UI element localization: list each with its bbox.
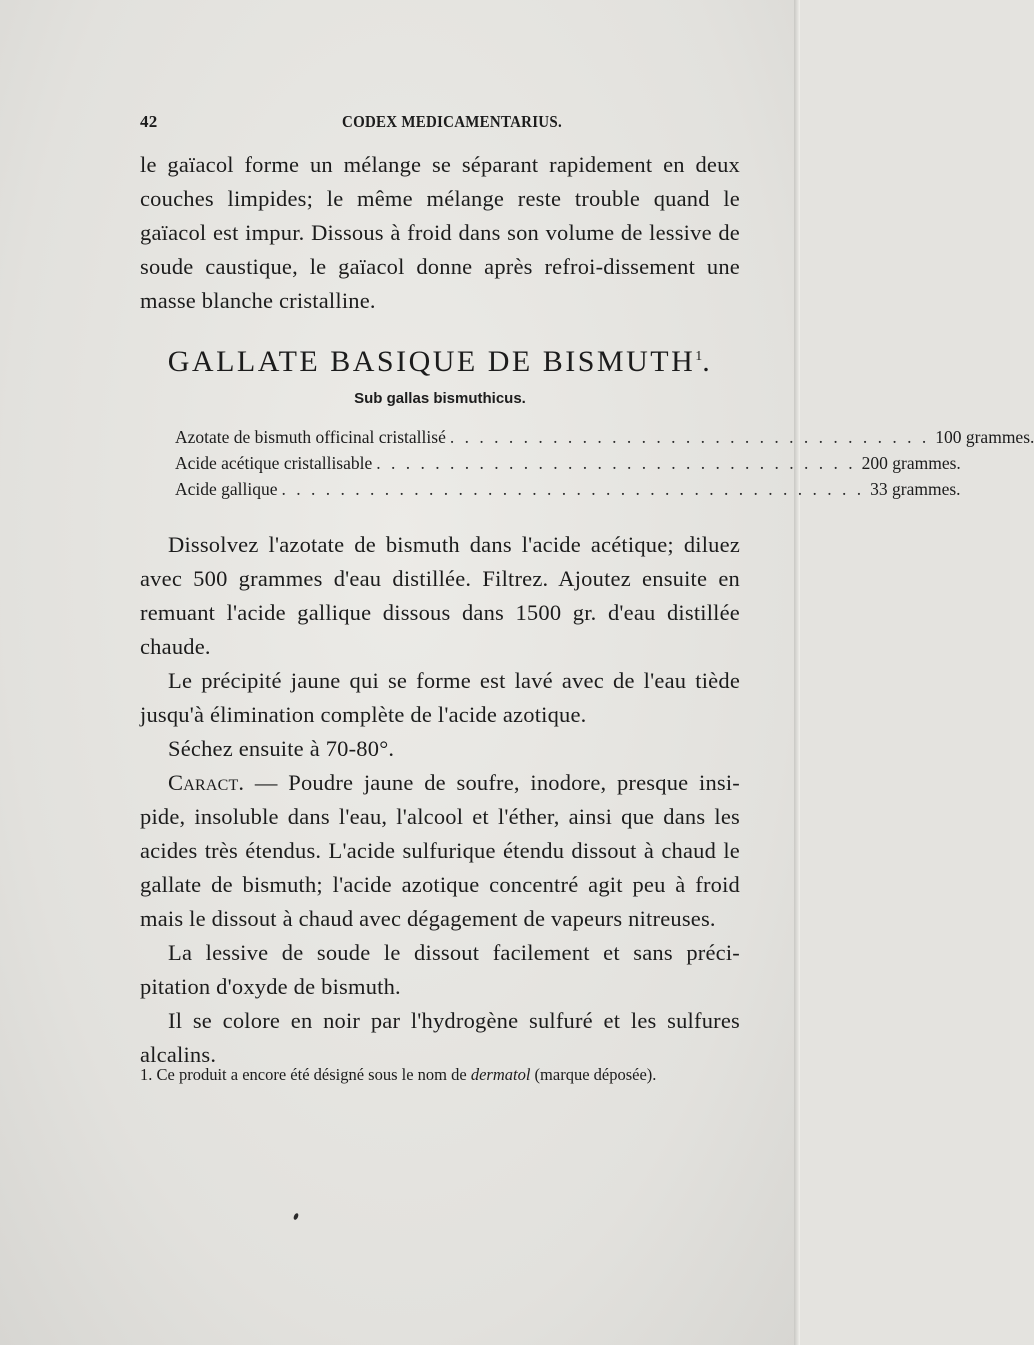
paragraph-dry: Séchez ensuite à 70-80°. (168, 736, 395, 761)
caract-label: Caract. (168, 770, 245, 795)
recipe-row (175, 476, 961, 502)
footnote-term: dermatol (470, 1065, 531, 1084)
section-title-text: GALLATE BASIQUE DE BISMUTH (167, 345, 696, 378)
leader-dots: . . . . . . . . . . . . . . . . . . . . . . . . . . . . . . . . . (376, 453, 856, 473)
recipe-quantity: 33 grammes. (870, 479, 961, 499)
footnote-text-after: (marque déposée). (530, 1065, 657, 1084)
intro-paragraph (140, 148, 740, 318)
latin-name: Sub gallas bismuthicus. (354, 390, 526, 407)
running-title: CODEX MEDICAMENTARIUS. (342, 112, 562, 131)
leader-dots: . . . . . . . . . . . . . . . . . . . . . . . . . . . . . . . . . . . . . . . . (281, 479, 865, 499)
recipe-quantity: 200 grammes. (861, 453, 961, 473)
caract-text: — Poudre jaune de soufre, inodore, presque insi-pide, insoluble dans l'eau, l'alcool et l'éther, ainsi que dans les acides très étendus. L'acide sulfurique étendu dissout à chaud le gallate de bismuth; l'acide azotique concentré agit peu à froid mais le dissout à chaud avec dégagement de vapeurs nitreuses. (140, 770, 740, 931)
footnote (140, 1064, 740, 1086)
footnote-number: 1. (140, 1065, 153, 1084)
leader-dots: . . . . . . . . . . . . . . . . . . . . . . . . . . . . . . . . . (449, 427, 930, 447)
page-number: 42 (140, 112, 158, 131)
section-title: GALLATE BASIQUE DE BISMUTH$^1$. (167, 345, 713, 378)
recipe-ingredient: Acide gallique (175, 479, 278, 499)
page-edge (794, 0, 800, 1345)
paragraph-coloration: Il se colore en noir par l'hydrogène sulfuré et les sulfures alcalins. (140, 1008, 740, 1067)
running-header (140, 112, 740, 134)
ink-speck (293, 1212, 300, 1220)
recipe-ingredient: Azotate de bismuth officinal cristallisé (175, 427, 446, 447)
paragraph-precipitate: Le précipité jaune qui se forme est lavé avec de l'eau tiède jusqu'à élimination complète de l'acide azotique. (140, 668, 740, 727)
recipe-row (175, 450, 961, 476)
recipe-row (175, 424, 1034, 450)
recipe-ingredient: Acide acétique cristallisable (175, 453, 373, 473)
footnote-text-before: Ce produit a encore été désigné sous le nom de (156, 1065, 471, 1084)
intro-text: le gaïacol forme un mélange se séparant rapidement en deux couches limpides; le même mélange reste trouble quand le gaïacol est impur. Dissous à froid dans son volume de lessive de soude caustique, le gaïacol donne après refroi-dissement une masse blanche cristalline. (140, 152, 740, 313)
paragraph-lye: La lessive de soude le dissout facilement et sans préci-pitation d'oxyde de bismuth. (140, 940, 740, 999)
paragraph-characteristics (140, 766, 740, 936)
main-text (140, 528, 740, 1072)
paragraph-dissolve: Dissolvez l'azotate de bismuth dans l'acide acétique; diluez avec 500 grammes d'eau distillée. Filtrez. Ajoutez ensuite en remuant l'acide gallique dissous dans 1500 gr. d'eau distillée chaude. (140, 532, 740, 659)
footnote-marker: 1 (695, 349, 703, 364)
recipe-list (175, 424, 1034, 502)
recipe-quantity: 100 grammes. (935, 427, 1034, 447)
